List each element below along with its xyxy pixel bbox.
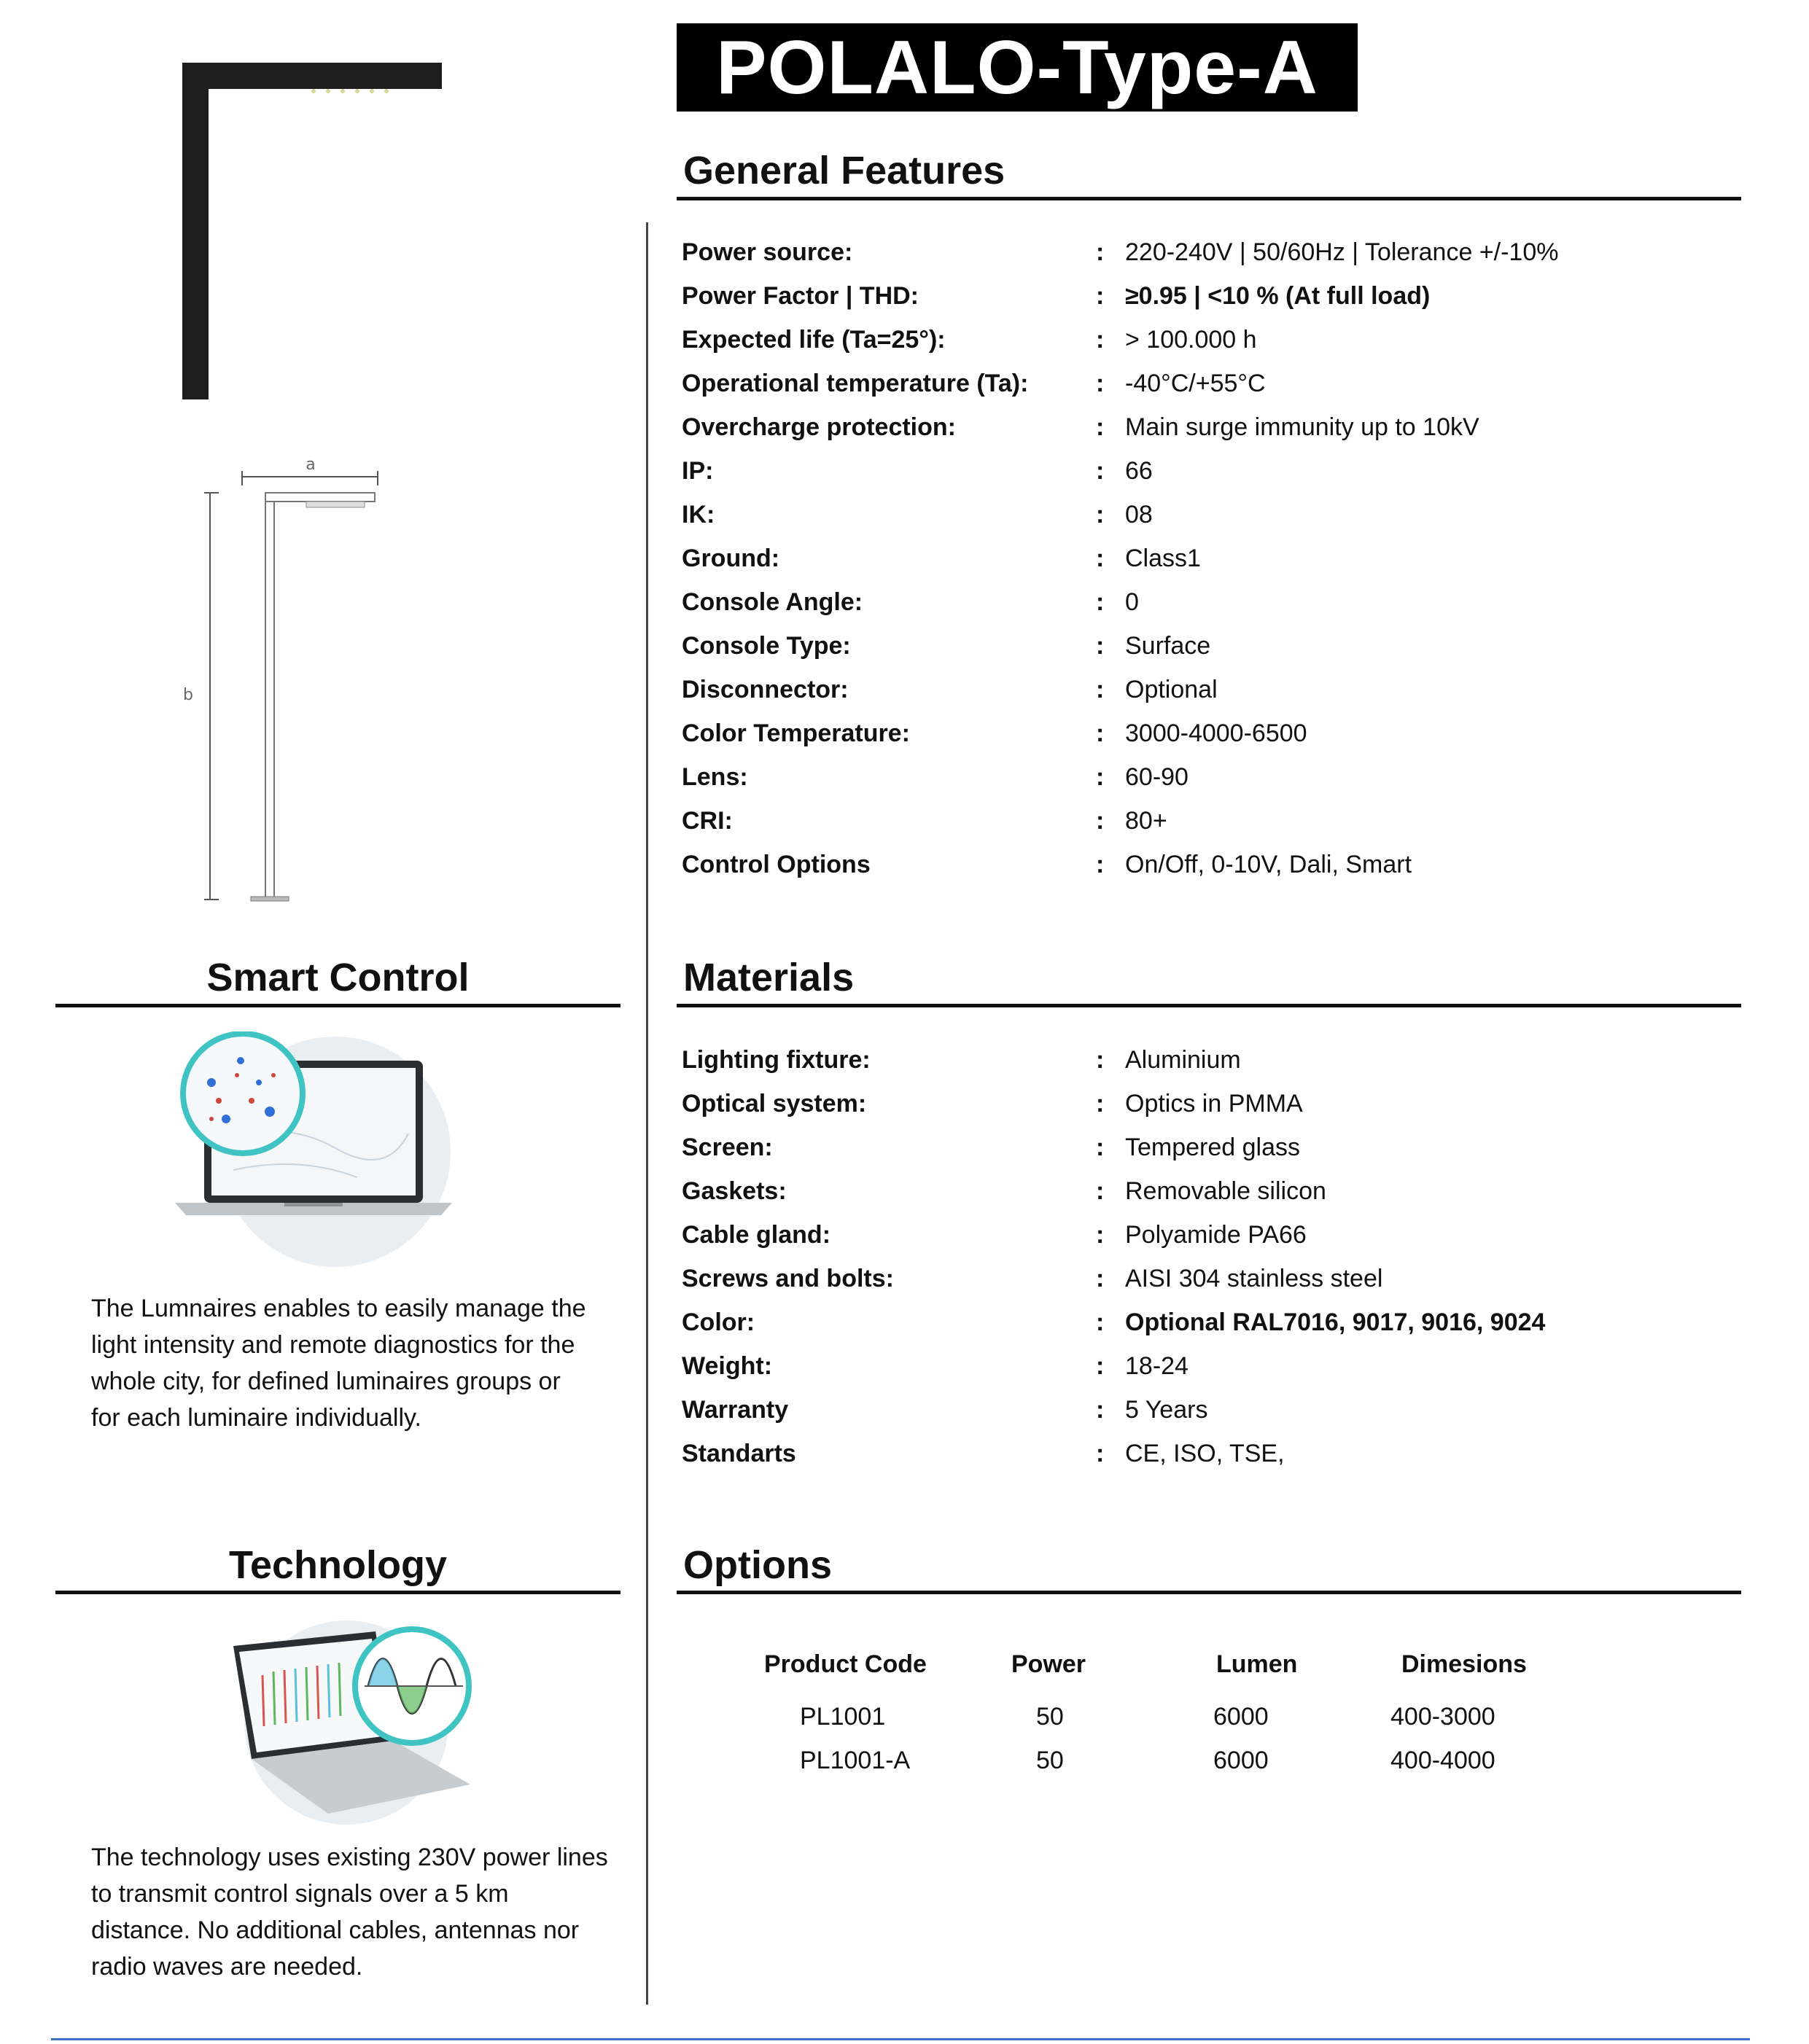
spec-colon: : — [1096, 1396, 1105, 1424]
technology-illustration — [219, 1617, 481, 1828]
spec-label: Screen: — [682, 1134, 773, 1161]
spec-colon: : — [1096, 1177, 1105, 1205]
spec-colon: : — [1096, 1352, 1105, 1380]
spec-label: Power Factor | THD: — [682, 282, 919, 310]
spec-label: Power source: — [682, 238, 853, 266]
spec-colon: : — [1096, 588, 1105, 616]
footer-rule — [51, 2038, 1750, 2040]
spec-label: Overcharge protection: — [682, 413, 956, 441]
spec-value: Surface — [1125, 632, 1211, 660]
spec-label: Console Angle: — [682, 588, 863, 616]
spec-label: CRI: — [682, 807, 733, 835]
dimension-a-label: a — [306, 456, 316, 474]
spec-row — [682, 711, 1739, 755]
technology-heading: Technology — [228, 1543, 447, 1587]
spec-colon: : — [1096, 719, 1105, 747]
spec-value: 08 — [1125, 501, 1153, 528]
spec-value: 5 Years — [1125, 1396, 1208, 1424]
spec-row — [682, 668, 1739, 711]
options-rule — [677, 1591, 1741, 1594]
spec-label: Warranty — [682, 1396, 789, 1424]
spec-row — [682, 318, 1739, 362]
spec-value: > 100.000 h — [1125, 326, 1257, 354]
product-title: POLALO-Type-A — [716, 25, 1318, 110]
options-cell: 50 — [1036, 1703, 1064, 1731]
spec-row — [682, 1082, 1739, 1126]
options-cell: 6000 — [1213, 1703, 1269, 1731]
options-col-header: Dimesions — [1401, 1650, 1527, 1678]
smart-control-description: The Lumnaires enables to easily manage the light intensity and remote diagnostics for the whole city, for defined luminaires groups or for each luminaire individually. — [91, 1295, 586, 1432]
technology-description: The technology uses existing 230V power lines to transmit control signals over a 5 km distance. No additional cables, antennas nor radio waves are needed. — [91, 1844, 608, 1981]
spec-colon: : — [1096, 457, 1105, 485]
spec-label: Lighting fixture: — [682, 1046, 871, 1074]
spec-row — [682, 624, 1739, 668]
spec-row — [682, 1300, 1739, 1344]
spec-value: 3000-4000-6500 — [1125, 719, 1307, 747]
spec-colon: : — [1096, 370, 1105, 397]
spec-label: Cable gland: — [682, 1221, 831, 1249]
spec-row — [682, 1126, 1739, 1169]
spec-colon: : — [1096, 763, 1105, 791]
options-cell: 400-4000 — [1390, 1747, 1495, 1774]
product-title-banner — [677, 23, 1358, 112]
options-cell: PL1001-A — [800, 1747, 911, 1774]
spec-label: IK: — [682, 501, 715, 528]
spec-colon: : — [1096, 1134, 1105, 1161]
options-cell: PL1001 — [800, 1703, 886, 1731]
column-divider — [646, 222, 648, 2005]
materials-rule — [677, 1004, 1741, 1007]
spec-label: Color: — [682, 1308, 755, 1336]
smart-control-heading: Smart Control — [206, 956, 470, 999]
options-col-header: Power — [1011, 1650, 1086, 1678]
spec-value: Optional RAL7016, 9017, 9016, 9024 — [1125, 1308, 1546, 1336]
spec-colon: : — [1096, 1265, 1105, 1292]
spec-row — [682, 449, 1739, 493]
dimension-drawing — [168, 445, 408, 911]
spec-label: Expected life (Ta=25°): — [682, 326, 946, 354]
options-cell: 6000 — [1213, 1747, 1269, 1774]
spec-colon: : — [1096, 1221, 1105, 1249]
technology-rule — [55, 1591, 620, 1594]
spec-label: Console Type: — [682, 632, 851, 660]
options-cell: 50 — [1036, 1747, 1064, 1774]
spec-label: Weight: — [682, 1352, 773, 1380]
spec-label: Control Options — [682, 851, 871, 878]
spec-value: Polyamide PA66 — [1125, 1221, 1307, 1249]
product-photo — [175, 58, 452, 408]
materials-heading: Materials — [683, 956, 855, 999]
spec-row — [682, 843, 1739, 886]
spec-colon: : — [1096, 326, 1105, 354]
spec-colon: : — [1096, 1308, 1105, 1336]
smart-control-illustration — [168, 1031, 474, 1272]
spec-colon: : — [1096, 851, 1105, 878]
spec-value: Removable silicon — [1125, 1177, 1326, 1205]
spec-colon: : — [1096, 1090, 1105, 1117]
spec-label: IP: — [682, 457, 714, 485]
spec-label: Screws and bolts: — [682, 1265, 894, 1292]
spec-value: Optional — [1125, 676, 1218, 703]
spec-value: CE, ISO, TSE, — [1125, 1440, 1285, 1467]
spec-label: Disconnector: — [682, 676, 849, 703]
spec-label: Standarts — [682, 1440, 796, 1467]
spec-row — [682, 799, 1739, 843]
spec-row — [682, 1388, 1739, 1432]
spec-value: ≥0.95 | <10 % (At full load) — [1125, 282, 1431, 310]
spec-colon: : — [1096, 676, 1105, 703]
spec-label: Ground: — [682, 545, 780, 572]
spec-value: Aluminium — [1125, 1046, 1241, 1074]
options-col-header: Lumen — [1216, 1650, 1298, 1678]
spec-value: Tempered glass — [1125, 1134, 1301, 1161]
spec-colon: : — [1096, 282, 1105, 310]
options-heading: Options — [683, 1543, 832, 1587]
spec-value: 60-90 — [1125, 763, 1189, 791]
general-features-heading: General Features — [683, 149, 1005, 192]
spec-value: On/Off, 0-10V, Dali, Smart — [1125, 851, 1412, 878]
spec-value: 220-240V | 50/60Hz | Tolerance +/-10% — [1125, 238, 1559, 266]
spec-value: Main surge immunity up to 10kV — [1125, 413, 1479, 441]
spec-label: Lens: — [682, 763, 748, 791]
spec-row — [682, 362, 1739, 405]
spec-colon: : — [1096, 1440, 1105, 1467]
spec-value: -40°C/+55°C — [1125, 370, 1266, 397]
spec-row — [682, 1257, 1739, 1300]
spec-colon: : — [1096, 501, 1105, 528]
spec-value: Class1 — [1125, 545, 1201, 572]
spec-colon: : — [1096, 1046, 1105, 1074]
spec-row — [682, 405, 1739, 449]
smart-control-rule — [55, 1004, 620, 1007]
spec-row — [682, 230, 1739, 274]
spec-label: Color Temperature: — [682, 719, 910, 747]
options-cell: 400-3000 — [1390, 1703, 1495, 1731]
spec-row — [682, 1213, 1739, 1257]
spec-row — [682, 1169, 1739, 1213]
spec-row — [682, 1344, 1739, 1388]
spec-row — [682, 493, 1739, 537]
spec-colon: : — [1096, 545, 1105, 572]
spec-colon: : — [1096, 632, 1105, 660]
spec-label: Operational temperature (Ta): — [682, 370, 1029, 397]
spec-colon: : — [1096, 238, 1105, 266]
spec-colon: : — [1096, 413, 1105, 441]
spec-colon: : — [1096, 807, 1105, 835]
spec-label: Optical system: — [682, 1090, 867, 1117]
general-features-rule — [677, 197, 1741, 200]
spec-value: 18-24 — [1125, 1352, 1189, 1380]
spec-row — [682, 580, 1739, 624]
spec-row — [682, 274, 1739, 318]
spec-value: 80+ — [1125, 807, 1167, 835]
options-col-header: Product Code — [764, 1650, 927, 1678]
spec-value: AISI 304 stainless steel — [1125, 1265, 1383, 1292]
spec-value: Optics in PMMA — [1125, 1090, 1303, 1117]
dimension-b-label: b — [183, 686, 193, 704]
spec-value: 0 — [1125, 588, 1139, 616]
spec-row — [682, 1038, 1739, 1082]
spec-row — [682, 537, 1739, 580]
spec-row — [682, 755, 1739, 799]
spec-row — [682, 1432, 1739, 1475]
spec-value: 66 — [1125, 457, 1153, 485]
spec-label: Gaskets: — [682, 1177, 787, 1205]
